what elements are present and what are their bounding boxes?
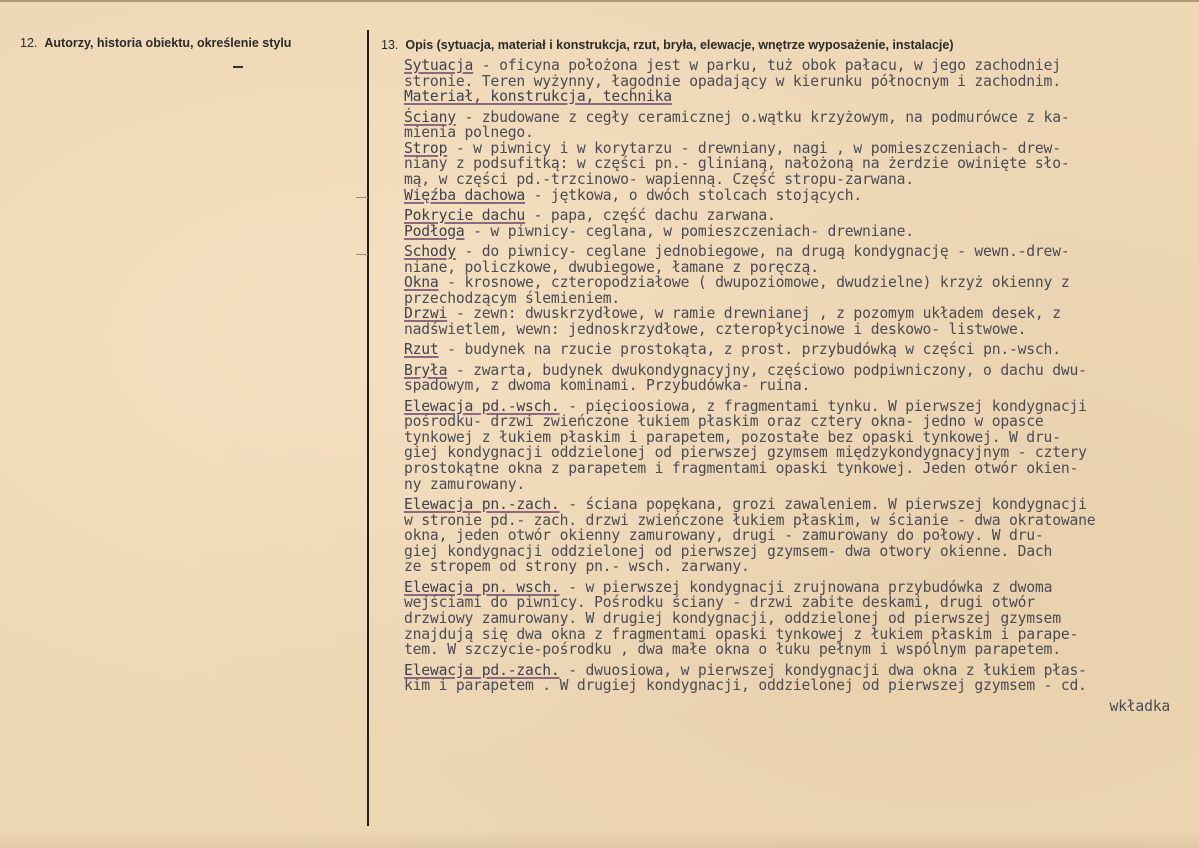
section-heading: Podłoga [404,222,465,240]
text-line [404,188,1194,204]
line-text: - w pierwszej kondygnacji zrujnowana przybudówka z dwoma [559,578,1053,596]
section-heading: Elewacja pn.-zach. [404,496,560,514]
line-text: niane, policzkowe, dwubiegowe, łamane z poręczą. [404,258,819,276]
text-line [404,125,1194,141]
line-text: prostokątne okna z parapetem i fragmentami opaski tynkowej. Jeden otwór okien- [404,460,1079,478]
line-text: - w piwnicy- ceglana, w pomieszczeniach- drewniane. [464,222,914,240]
line-text: mą, w części pd.-trzcinowo- wapienną. Część stropu-zarwana. [404,170,914,188]
description-paragraph [404,399,1194,493]
line-text: w stronie pd.- zach. drzwi zwieńczone łukiem płaskim, w ścianie - dwa okratowane [404,511,1096,529]
text-line [404,322,1194,338]
text-line [404,306,1194,322]
text-line [404,399,1194,415]
right-section-header [381,38,954,52]
line-text: spadowym, z dwoma kominami. Przybudówka- ruina. [404,377,811,395]
text-line [404,580,1194,596]
line-text: pośrodku- drzwi zwieńczone łukiem płaskim oraz cztery okna- jedno w opasce [404,413,1044,431]
line-text: - budynek na rzucie prostokąta, z prost. przybudówką w części pn.-wsch. [438,341,1061,359]
line-text: niany z podsufitką: w części pn.- glinianą, nałożoną na żerdzie owinięte sło- [404,155,1070,173]
section-heading: Drzwi [404,305,448,323]
text-line [404,678,1194,694]
section-heading: Okna [404,274,439,292]
section-heading: Elewacja pn. wsch. [404,578,560,596]
text-line [404,559,1194,575]
line-text: okna, jeden otwór okienny zamurowany, drugi - zamurowany do połowy. W dru- [404,527,1044,545]
text-line [404,663,1194,679]
text-line [404,260,1194,276]
text-line [404,477,1194,493]
text-line [404,275,1194,291]
section-heading: Sytuacja [404,57,474,74]
left-section-header [20,36,291,50]
description-paragraph [404,58,1194,105]
line-text: giej kondygnacji oddzielonej od pierwszej gzymsem- dwa otwory okienne. Dach [404,542,1053,560]
text-line [404,595,1194,611]
text-line [404,110,1194,126]
line-text: przechodzącym ślemieniem. [404,289,621,307]
text-line [404,544,1194,560]
description-paragraph [404,110,1194,204]
description-paragraph [404,497,1194,575]
section-heading: Więźba dachowa [404,186,525,204]
description-paragraph [404,342,1194,358]
text-line [404,291,1194,307]
text-line [404,156,1194,172]
description-paragraph [404,663,1194,694]
bottom-edge-shade [0,830,1199,848]
text-line [404,244,1194,260]
description-paragraph [404,363,1194,394]
right-section-number: 13. [381,38,399,52]
text-line [404,89,1194,105]
right-section-title: Opis (sytuacja, materiał i konstrukcja, rzut, bryła, elewacje, wnętrze wyposażenie, instalacje) [405,38,954,52]
section-heading: Strop [404,139,448,157]
column-divider [367,30,369,826]
text-line [404,611,1194,627]
left-section-number: 12. [20,36,38,50]
line-text: drzwiowy zamurowany. W drugiej kondygnacji, oddzielonej od pierwszej gzymsem [404,609,1061,627]
text-line [404,363,1194,379]
line-text: - krosnowe, czteropodziałowe ( dwupoziomowe, dwudzielne) krzyż okienny z [438,274,1070,292]
section-heading: Elewacja pd.-wsch. [404,397,560,415]
section-heading: Bryła [404,361,448,379]
line-text: znajdują się dwa okna z fragmentami opaski tynkowej z łukiem płaskim i parape- [404,625,1079,643]
line-text: wejściami do piwnicy. Pośrodku ściany - drzwi zabite deskami, drugi otwór [404,594,1035,612]
text-line [404,461,1194,477]
text-line [404,342,1194,358]
section-heading: Rzut [404,341,439,359]
text-line [404,497,1194,513]
line-text: tem. W szczycie-pośrodku , dwa małe okna o łuku pełnym i wspólnym parapetem. [404,641,1061,659]
text-line [404,513,1194,529]
line-text: - dwuosiowa, w pierwszej kondygnacji dwa okna z łukiem płas- [559,661,1087,679]
text-line [404,414,1194,430]
left-section-title: Autorzy, historia obiektu, określenie stylu [44,36,292,50]
line-text: - oficyna położona jest w parku, tuż obok pałacu, w jego zachodniej [473,57,1061,74]
line-text: - pięcioosiowa, z fragmentami tynku. W pierwszej kondygnacji [559,397,1087,415]
section-heading: Materiał, konstrukcja, technika [404,88,672,106]
line-text: - zwarta, budynek dwukondygnacyjny, częściowo podpiwniczony, o dachu dwu- [447,361,1087,379]
paper-fold-mark [356,254,368,255]
description-text [404,58,1194,714]
continuation-note: wkładka [1109,697,1170,715]
paper-fold-mark [356,197,368,198]
text-line [404,172,1194,188]
line-text: ny zamurowany. [404,475,525,493]
line-text: tynkowej z łukiem płaskim i parapetem, pozostałe bez opaski tynkowej. W dru- [404,428,1061,446]
line-text: kim i parapetem . W drugiej kondygnacji, oddzielonej od pierwszej gzymsem - cd. [404,677,1087,695]
section-heading: Pokrycie dachu [404,206,525,224]
line-text: - zbudowane z cegły ceramicznej o.wątku krzyżowym, na podmurówce z ka- [455,108,1070,126]
description-paragraph [404,208,1194,239]
line-text: nadświetlem, wewn: jednoskrzydłowe, czteropłycinowe i deskowo- listwowe. [404,320,1027,338]
section-heading: Elewacja pd.-zach. [404,661,560,679]
text-line [404,430,1194,446]
text-line [404,58,1194,74]
line-text: ze stropem od strony pn.- wsch. zarwany. [404,558,750,576]
text-line [404,74,1194,90]
text-line [404,528,1194,544]
text-line [404,224,1194,240]
line-text: - do piwnicy- ceglane jednobiegowe, na drugą kondygnację - wewn.-drew- [455,242,1070,260]
line-text: mienia polnego. [404,124,534,142]
description-paragraph [404,580,1194,658]
section-heading: Ściany [404,108,456,126]
text-line [404,627,1194,643]
text-line [404,445,1194,461]
line-text: stronie. Teren wyżynny, łagodnie opadający w kierunku północnym i zachodnim. [404,72,1061,90]
left-section-content-dash [233,66,243,68]
text-line [404,378,1194,394]
line-text: - w piwnicy i w korytarzu - drewniany, nagi , w pomieszczeniach- drew- [447,139,1061,157]
line-text: - jętkowa, o dwóch stolcach stojących. [525,186,863,204]
text-line [404,208,1194,224]
text-line [404,141,1194,157]
line-text: - zewn: dwuskrzydłowe, w ramie drewnianej , z pozomym układem desek, z [447,305,1061,323]
line-text: giej kondygnacji oddzielonej od pierwszej gzymsem międzykondygnacyjnym - cztery [404,444,1087,462]
text-line [404,642,1194,658]
section-heading: Schody [404,242,456,260]
top-edge [0,0,1199,2]
description-paragraph [404,244,1194,338]
line-text: - ściana popękana, grozi zawaleniem. W pierwszej kondygnacji [559,496,1087,514]
line-text: - papa, część dachu zarwana. [525,206,776,224]
